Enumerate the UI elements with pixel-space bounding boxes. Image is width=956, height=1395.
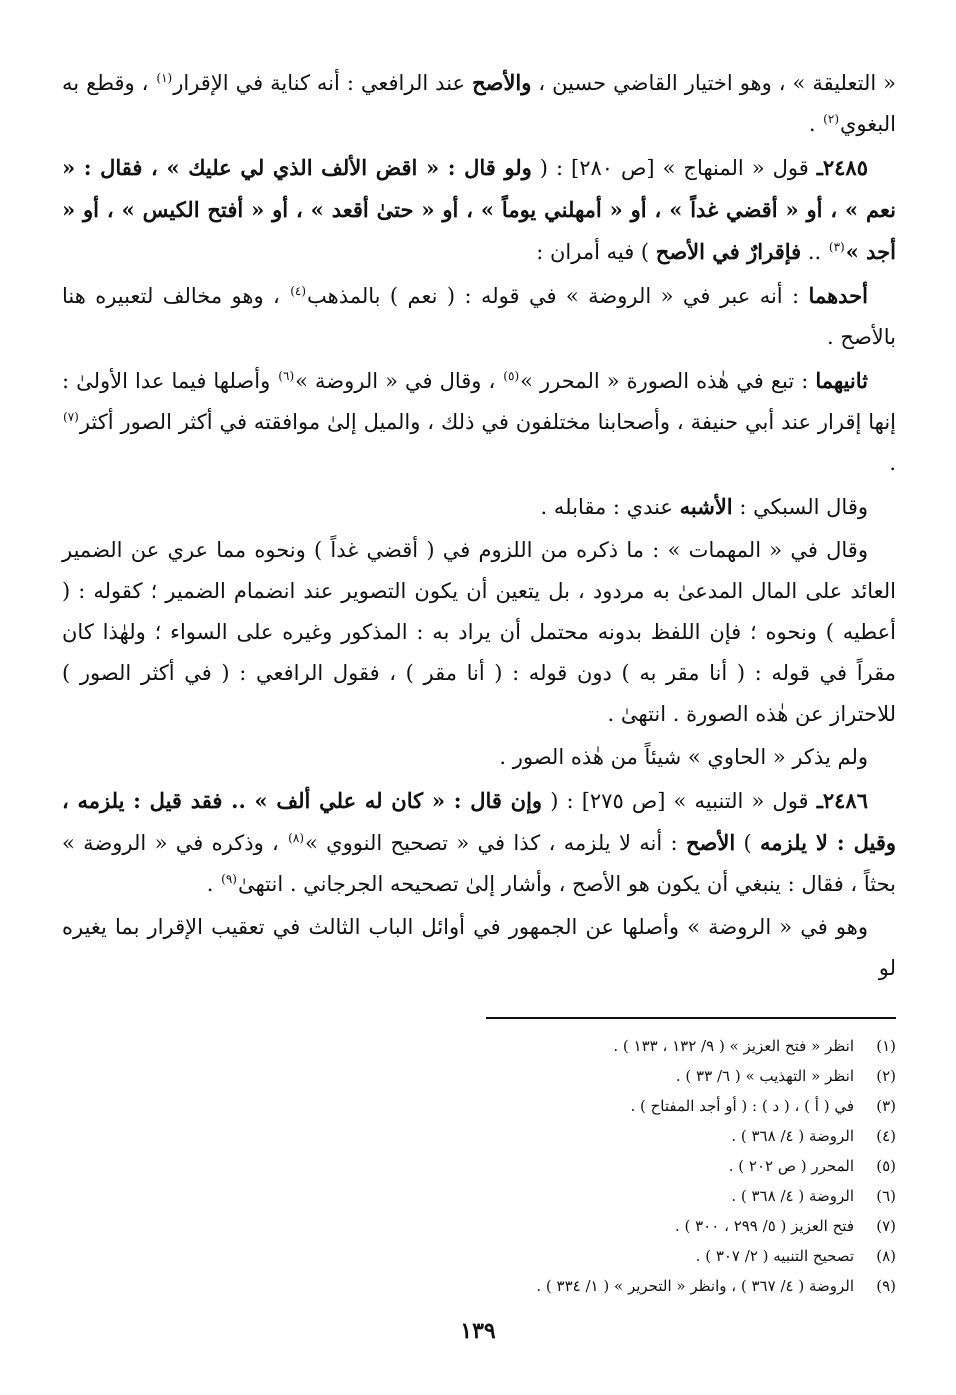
- paragraph-bold-text: ٢٤٨٥ـ: [816, 155, 868, 180]
- paragraph-bold-text: أحدهما: [808, 283, 868, 308]
- footnote-text: الروضة ( ٤/ ٣٦٧ ) ، وانظر « التحرير » ( ١/ ٣٣٤ ) .: [536, 1277, 854, 1295]
- footnote-number: (٦): [876, 1187, 896, 1205]
- paragraph-text: ، وقال في « الروضة »: [295, 369, 503, 393]
- paragraph-text: ، وهو مخالف لتعبيره هنا بالأصح .: [62, 284, 896, 349]
- footnote-text: [729, 1151, 854, 1181]
- paragraph-text: : تبع في هٰذه الصورة « المحرر »: [520, 369, 816, 393]
- page-number: ١٣٩: [460, 1318, 496, 1344]
- footnote-reference: (٩): [221, 872, 237, 886]
- paragraph-bold-text: ولو قال : « اقض الألف الذي لي عليك » ، فقال : « نعم » ، أو « أقضي غداً » ، أو « أمهلني يوماً » ، أو « حتىٰ أقعد » ، أو « أفتح الكيس » ، أو « أجد »: [62, 155, 896, 264]
- footnote-text: [630, 1091, 854, 1121]
- footnote-text: الروضة ( ٤/ ٣٦٨ ) .: [731, 1127, 854, 1145]
- footnotes: [62, 1031, 896, 1301]
- footnote-text: انظر « التهذيب » ( ٦/ ٣٣ ) .: [675, 1067, 854, 1085]
- footnote-number: (٤): [876, 1127, 896, 1145]
- paragraph-text: ، وذكره في « الروضة » بحثاً ، فقال : ينبغي أن يكون هو الأصح ، وأشار إلىٰ تصحيحه الجرجاني . انتهىٰ: [62, 831, 896, 896]
- paragraph-bold-text: ٢٤٨٦ـ: [816, 788, 868, 813]
- footnote-item: [62, 1061, 896, 1091]
- paragraph-text: ولم يذكر « الحاوي » شيئاً من هٰذه الصور .: [499, 745, 868, 769]
- footnote-item: [62, 1121, 896, 1151]
- footnote-reference: (٦): [278, 369, 295, 383]
- footnote-text: [676, 1061, 854, 1091]
- paragraph: [62, 907, 896, 989]
- footnote-item: [62, 1091, 896, 1121]
- footnote-number: (٨): [876, 1247, 896, 1265]
- paragraph-bold-text: ثانيهما: [815, 368, 868, 393]
- footnote-reference: (٧): [63, 410, 79, 424]
- paragraph: [62, 275, 896, 358]
- paragraph-text: وقال في « المهمات » : ما ذكره من اللزوم في ( أقضي غداً ) ونحوه مما عري عن الضمير العائد على المال المدعىٰ به مردود ، بل يتعين أن يكون التصوير عند انضمام الضمير ؛ كقوله : ( أعطيه ) ونحوه ؛ فإن اللفظ بدونه محتمل أن يراد به : المذكور وغيره على السواء ؛ ولهٰذا كان مقراً في قوله : ( أنا مقر به ) دون قوله : ( أنا مقر ) ، فقول الرافعي : ( في أكثر الصور ) للاحتراز عن هٰذه الصورة . انتهىٰ .: [62, 538, 896, 726]
- footnote-text: [675, 1211, 854, 1241]
- paragraph-bold-text: الأصح: [685, 830, 736, 855]
- footnote-item: [62, 1241, 896, 1271]
- paragraph-text: ..: [801, 240, 828, 264]
- footnote-reference: (٨): [288, 831, 304, 845]
- footnote-divider: [486, 1017, 896, 1019]
- paragraph-text: : أنه عبر في « الروضة » في قوله : ( نعم ) بالمذهب: [307, 284, 809, 308]
- paragraph: [62, 530, 896, 735]
- paragraph-bold-text: وإن قال : « كان له علي ألف » .. فقد قيل : يلزمه ، وقيل : لا يلزمه: [62, 788, 897, 855]
- footnote-item: [62, 1181, 896, 1211]
- paragraph-text: ) فيه أمران :: [536, 240, 656, 264]
- footnote-reference: (١): [156, 71, 173, 85]
- footnote-text: [731, 1121, 854, 1151]
- footnote-item: [62, 1211, 896, 1241]
- paragraph-text: عند الرافعي : أنه كناية في الإقرار: [173, 71, 473, 95]
- paragraph-bold-text: والأصح: [472, 70, 532, 95]
- footnote-text: [613, 1031, 854, 1061]
- paragraph-bold-text: الأشبه: [679, 494, 733, 519]
- footnote-number: (٩): [876, 1277, 896, 1295]
- paragraph: [62, 486, 896, 528]
- paragraph: [62, 147, 896, 273]
- paragraph-text: .: [206, 872, 221, 896]
- paragraph-bold-text: فإقرارٌ في الأصح: [655, 239, 802, 264]
- footnote-number: (٣): [876, 1097, 896, 1115]
- footnote-bold-text: أو أجد المفتاح: [650, 1097, 737, 1115]
- footnote-text: الروضة ( ٤/ ٣٦٨ ) .: [731, 1187, 854, 1205]
- paragraph-text: قول « المنهاج » [ص ٢٨٠] : (: [531, 156, 817, 180]
- footnote-text: في ( أ ) ، ( د ) : (: [736, 1097, 854, 1115]
- footnote-reference: (٤): [290, 284, 307, 298]
- footnote-text: [696, 1241, 854, 1271]
- paragraph-text: « التعليقة » ، وهو اختيار القاضي حسين ،: [531, 71, 897, 95]
- footnote-reference: (٣): [828, 240, 845, 254]
- footnote-number: (٧): [876, 1217, 896, 1235]
- paragraph: [62, 737, 896, 778]
- paragraph-text: وأصلها فيما عدا الأولىٰ : إنها إقرار عند أبي حنيفة ، وأصحابنا مختلفون في ذلك ، والميل إلىٰ موافقته في أكثر الصور أكثر: [62, 369, 896, 434]
- footnote-text: ) .: [630, 1097, 651, 1115]
- paragraph: [62, 780, 896, 905]
- paragraph-text: ، وقطع به البغوي: [62, 71, 896, 136]
- footnote-number: (١): [876, 1037, 896, 1055]
- paragraph-text: عندي : مقابله .: [540, 495, 680, 519]
- footnote-text: تصحيح التنبيه ( ٢/ ٣٠٧ ) .: [695, 1247, 854, 1265]
- footnote-text: [731, 1181, 854, 1211]
- document-page: [62, 62, 896, 1301]
- paragraph-text: وهو في « الروضة » وأصلها عن الجمهور في أوائل الباب الثالث في تعقيب الإقرار بما يغيره لو: [62, 915, 896, 980]
- footnote-item: [62, 1271, 896, 1301]
- footnote-text: المحرر ( ص ٢٠٢ ) .: [728, 1157, 854, 1175]
- footnote-reference: (٢): [823, 112, 839, 126]
- footnote-text: [536, 1271, 854, 1301]
- paragraph-text: وقال السبكي :: [732, 495, 868, 519]
- paragraph-text: : أنه لا يلزمه ، كذا في « تصحيح النووي »: [305, 831, 686, 855]
- footnote-number: (٢): [876, 1067, 896, 1085]
- paragraph: [62, 62, 896, 145]
- paragraph-text: ): [735, 831, 761, 855]
- footnote-reference: (٥): [503, 369, 520, 383]
- footnote-item: [62, 1031, 896, 1061]
- paragraph-text: .: [889, 451, 896, 475]
- paragraph-text: قول « التنبيه » [ص ٢٧٥] : (: [542, 789, 817, 813]
- paragraph: [62, 360, 896, 484]
- footnote-number: (٥): [876, 1157, 896, 1175]
- main-text: [62, 62, 896, 989]
- paragraph-text: .: [808, 112, 823, 136]
- footnote-text: فتح العزيز ( ٥/ ٢٩٩ ، ٣٠٠ ) .: [674, 1217, 854, 1235]
- footnote-text: انظر « فتح العزيز » ( ٩/ ١٣٢ ، ١٣٣ ) .: [613, 1037, 854, 1055]
- footnote-item: [62, 1151, 896, 1181]
